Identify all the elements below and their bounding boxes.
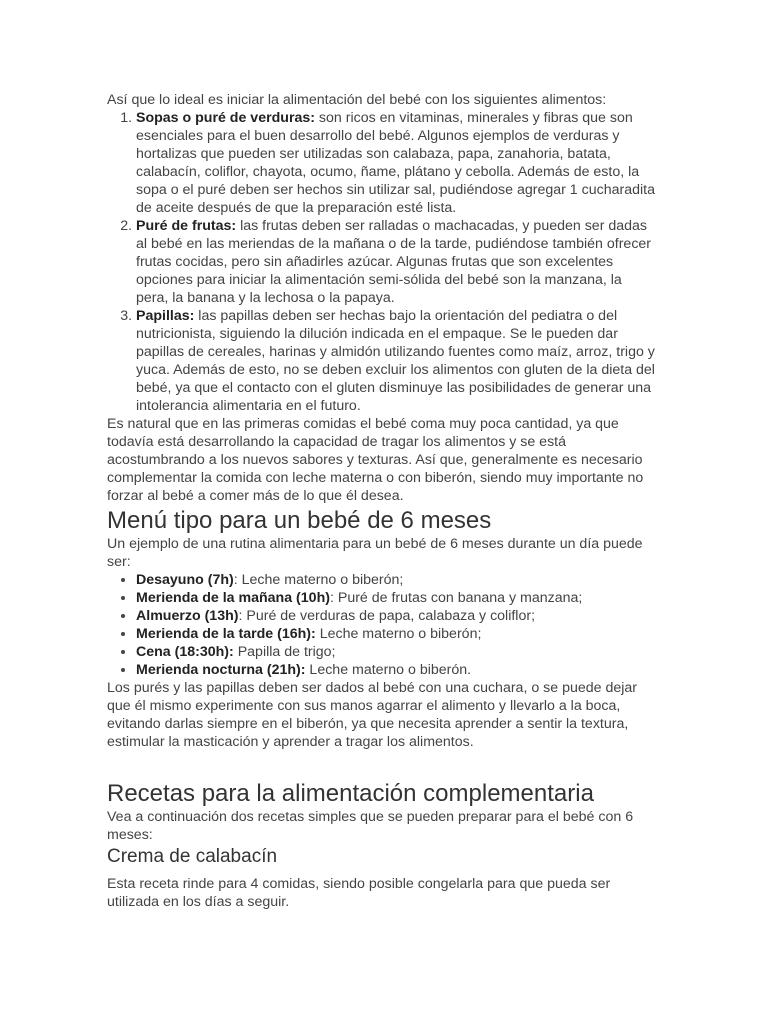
meal-title: Merienda nocturna (21h): (136, 662, 306, 678)
list-item (136, 589, 657, 607)
list-item (136, 571, 657, 589)
recipe-text: Esta receta rinde para 4 comidas, siendo posible congelarla para que pueda ser utilizada en los días a seguir. (107, 876, 611, 910)
meal-title: Merienda de la mañana (10h) (136, 590, 330, 606)
recipe-heading: Crema de calabacín (107, 846, 278, 867)
list-item (136, 661, 657, 679)
food-text: las frutas deben ser ralladas o machacadas, y pueden ser dadas al bebé en las meriendas de la mañana o de la tarde, pudiéndose también ofrecer frutas cocidas, pero sin añadirles azúcar. Algunas frutas que son excelentes opciones para iniciar la alimentación semi-sólida del bebé son la manzana, la pera, la banana y la lechosa o la papaya. (136, 218, 652, 306)
meal-title: Merienda de la tarde (16h): (136, 626, 316, 642)
food-text: las papillas deben ser hechas bajo la orientación del pediatra o del nutricionista, siguiendo la dilución indicada en el empaque. Se le pueden dar papillas de cereales, harinas y almidón utilizando fuentes como maíz, arroz, trigo y yuca. Además de esto, no se deben excluir los alimentos con gluten de la dieta del bebé, ya que el contacto con el gluten disminuye las posibilidades de generar una intolerancia alimentaria en el futuro. (136, 308, 655, 414)
meal-title: Desayuno (7h) (136, 572, 234, 588)
meal-text: : Puré de verduras de papa, calabaza y coliflor; (238, 608, 536, 624)
document-body (107, 91, 657, 911)
meal-title: Cena (18:30h): (136, 644, 234, 660)
meal-text: Leche materno o biberón. (305, 662, 472, 678)
food-title: Papillas: (136, 308, 195, 324)
natural-paragraph: Es natural que en las primeras comidas el bebé coma muy poca cantidad, ya que todavía está desarrollando la capacidad de tragar los alimentos y se está acostumbrando a los nuevos sabores y texturas. Así que, generalmente es necesario complementar la comida con leche materna o con biberón, siendo muy importante no forzar al bebé a comer más de lo que él desea. (107, 416, 644, 504)
meal-text: Leche materno o biberón; (315, 626, 482, 642)
purees-paragraph: Los purés y las papillas deben ser dados al bebé con una cuchara, o se puede dejar que él mismo experimente con sus manos agarrar el alimento y llevarlo a la boca, evitando darlas siempre en el biberón, ya que necesita aprender a sentir la textura, estimular la masticación y aprender a tragar los alimentos. (107, 680, 638, 750)
recipes-intro: Vea a continuación dos recetas simples que se pueden preparar para el bebé con 6 meses: (107, 809, 634, 843)
list-item (136, 643, 657, 661)
meal-text: Papilla de trigo; (233, 644, 336, 660)
intro-paragraph: Así que lo ideal es iniciar la alimentación del bebé con los siguientes alimentos: (107, 92, 607, 108)
meal-text: : Leche materno o biberón; (233, 572, 404, 588)
food-title: Puré de frutas: (136, 218, 237, 234)
list-item (136, 607, 657, 625)
food-text: son ricos en vitaminas, minerales y fibras que son esenciales para el buen desarrollo del bebé. Algunos ejemplos de verduras y hortalizas que pueden ser utilizadas son calabaza, papa, zanahoria, batata, calabacín, coliflor, chayota, ocumo, ñame, plátano y cebolla. Además de esto, la sopa o el puré deben ser hechos sin utilizar sal, pudiéndose agregar 1 cucharadita de aceite después de que la preparación esté lista. (136, 110, 655, 216)
list-item (136, 625, 657, 643)
list-item (136, 217, 657, 307)
list-item (136, 307, 657, 415)
list-item (136, 109, 657, 217)
recipes-heading: Recetas para la alimentación complementaria (107, 780, 594, 807)
foods-list (107, 109, 657, 415)
menu-list (107, 571, 657, 679)
menu-intro: Un ejemplo de una rutina alimentaria para un bebé de 6 meses durante un día puede ser: (107, 536, 643, 570)
menu-heading: Menú tipo para un bebé de 6 meses (107, 507, 492, 534)
food-title: Sopas o puré de verduras: (136, 110, 315, 126)
meal-text: : Puré de frutas con banana y manzana; (329, 590, 583, 606)
meal-title: Almuerzo (13h) (136, 608, 239, 624)
